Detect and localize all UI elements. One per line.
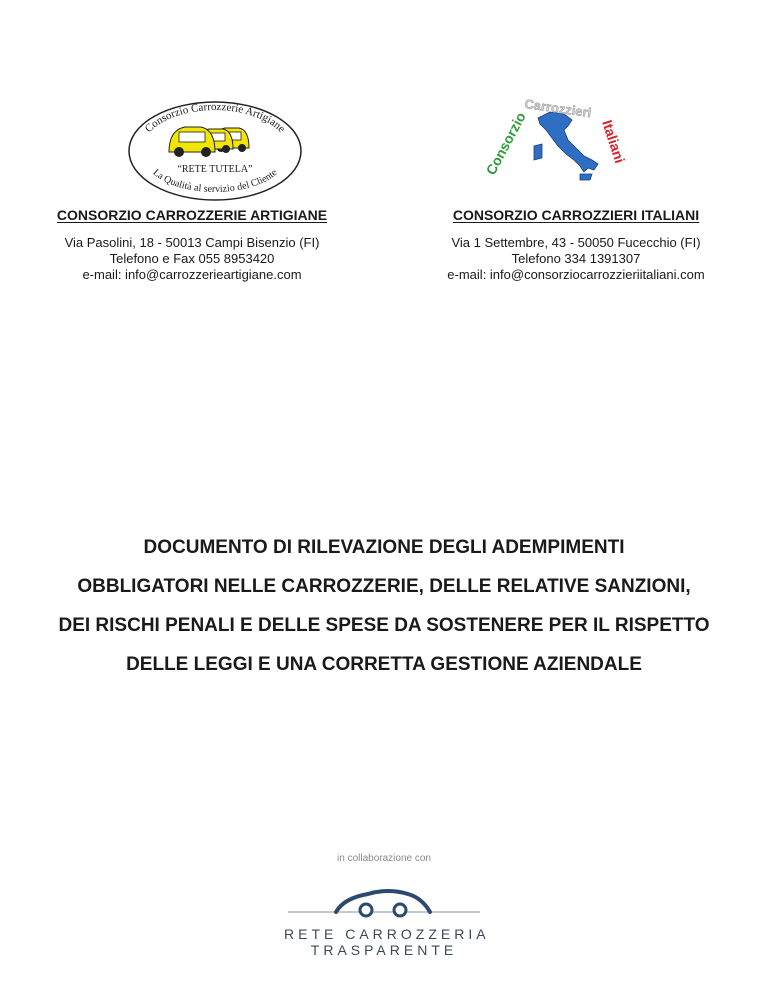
italy-map-icon	[534, 112, 598, 180]
car-outline-icon	[284, 868, 484, 924]
logo-word-consorzio: Consorzio	[482, 109, 529, 178]
logo-word-carrozzieri: Carrozzieri	[523, 96, 593, 121]
logo-banner-text: “RETE TUTELA”	[177, 164, 253, 175]
right-org-phone: Telefono 334 1391307	[511, 251, 641, 266]
title-line-2: OBBLIGATORI NELLE CARROZZERIE, DELLE RELATIVE SANZIONI,	[77, 576, 691, 597]
title-line-4: DELLE LEGGI E UNA CORRETTA GESTIONE AZIENDALE	[126, 654, 642, 675]
title-line-1: DOCUMENTO DI RILEVAZIONE DEGLI ADEMPIMENTI	[143, 537, 625, 558]
right-org-name: CONSORZIO CARROZZIERI ITALIANI	[452, 207, 700, 223]
document-title	[0, 528, 768, 684]
carrozzerie-artigiane-logo	[127, 100, 303, 202]
right-org-contact	[384, 235, 768, 283]
right-org-email: e-mail: info@consorziocarrozzieriitaliani.com	[447, 267, 705, 282]
left-org-address: Via Pasolini, 18 - 50013 Campi Bisenzio (FI)	[64, 235, 320, 250]
partner-name-line-1: RETE CARROZZERIA	[284, 926, 490, 942]
title-line-3: DEI RISCHI PENALI E DELLE SPESE DA SOSTENERE PER IL RISPETTO	[58, 615, 710, 636]
right-org-address: Via 1 Settembre, 43 - 50050 Fucecchio (FI)	[451, 235, 701, 250]
logo-arc-bottom-text: La Qualità al servizio del Cliente	[150, 167, 280, 195]
left-org-contact	[0, 235, 384, 283]
logo-word-italiani: Italiani	[599, 117, 629, 166]
partner-name-line-2: TRASPARENTE	[310, 942, 458, 958]
left-org-email: e-mail: info@carrozzerieartigiane.com	[82, 267, 302, 282]
left-org-name: CONSORZIO CARROZZERIE ARTIGIANE	[56, 207, 328, 223]
carrozzieri-italiani-logo	[480, 84, 630, 194]
rete-carrozzeria-trasparente-logo	[284, 868, 490, 958]
logo-arc-top-text: Consorzio Carrozzerie Artigiane	[142, 100, 288, 136]
collaboration-caption: in collaborazione con	[337, 853, 431, 864]
left-org-phone: Telefono e Fax 055 8953420	[109, 251, 275, 266]
